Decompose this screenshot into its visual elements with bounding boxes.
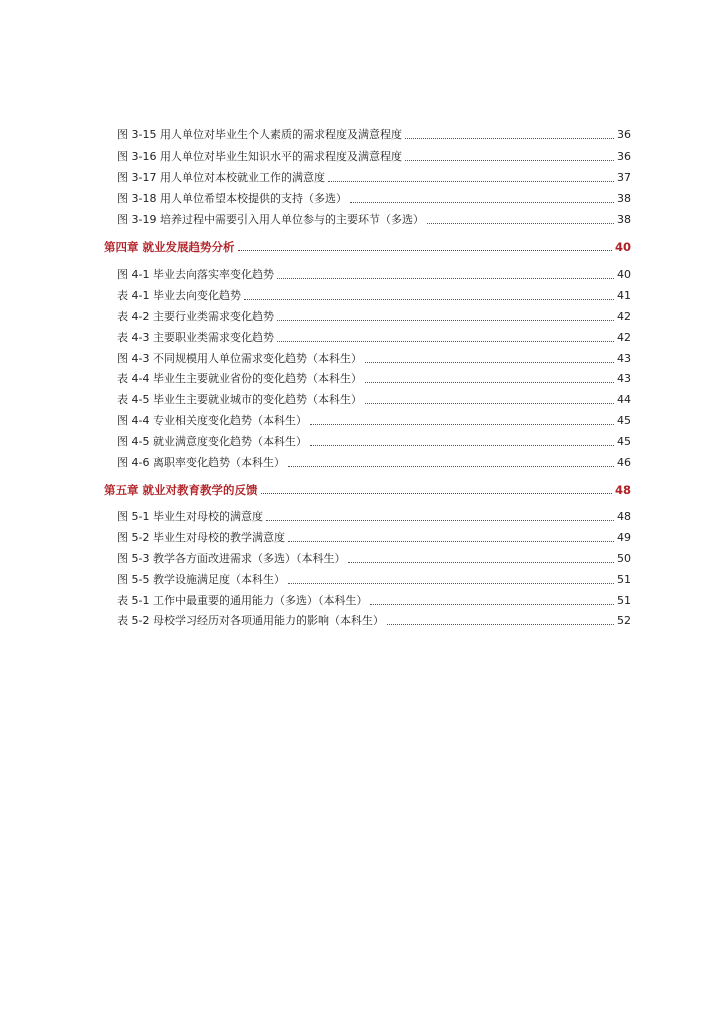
toc-entry[interactable] [117,408,631,428]
toc-entry-label: 表 4-2 主要行业类需求变化趋势 [117,310,274,323]
toc-leader-dots [427,223,614,224]
toc-chapter-5[interactable] [104,477,631,497]
toc-entry-page: 43 [617,352,631,365]
toc-entry-page: 41 [617,289,631,302]
toc-entry[interactable] [117,504,631,524]
toc-entry-label: 图 5-3 教学各方面改进需求（多选）（本科生） [117,552,346,565]
toc-entry-page: 45 [617,435,631,448]
toc-entry-label: 表 4-5 毕业生主要就业城市的变化趋势（本科生） [117,393,362,406]
toc-entry[interactable] [117,387,631,407]
toc-entry-label: 图 5-1 毕业生对母校的满意度 [117,510,263,523]
toc-leader-dots [350,202,614,203]
toc-leader-dots [277,320,614,321]
toc-entry-page: 52 [617,614,631,627]
toc-entry-page: 43 [617,372,631,385]
toc-entry-label: 表 5-1 工作中最重要的通用能力（多选）（本科生） [117,594,368,607]
toc-leader-dots [288,541,614,542]
toc-entry-label: 图 4-5 就业满意度变化趋势（本科生） [117,435,307,448]
toc-leader-dots [277,341,614,342]
toc-entry[interactable] [117,304,631,324]
toc-entry-page: 46 [617,456,631,469]
toc-leader-dots [266,520,614,521]
toc-entry-page: 45 [617,414,631,427]
toc-chapter-label: 第五章 就业对教育教学的反馈 [104,483,258,497]
toc-entry-page: 36 [617,128,631,141]
toc-leader-dots [288,583,614,584]
toc-entry[interactable] [117,525,631,545]
toc-chapter-page: 48 [614,483,631,497]
toc-chapter-label: 第四章 就业发展趋势分析 [104,240,235,254]
toc-entry-label: 图 5-5 教学设施满足度（本科生） [117,573,285,586]
toc-entry-page: 37 [617,171,631,184]
toc-entry[interactable] [117,165,631,185]
toc-entry-label: 图 4-6 离职率变化趋势（本科生） [117,456,285,469]
toc-entry-page: 42 [617,310,631,323]
toc-leader-dots [365,382,614,383]
toc-chapter-page: 40 [614,240,631,254]
toc-entry-label: 图 3-15 用人单位对毕业生个人素质的需求程度及满意程度 [117,128,402,141]
toc-leader-dots [348,562,614,563]
toc-entry[interactable] [117,122,631,142]
toc-leader-dots [405,160,614,161]
toc-entry[interactable] [117,366,631,386]
toc-entry[interactable] [117,262,631,282]
toc-leader-dots [365,403,614,404]
toc-entry[interactable] [117,588,631,608]
toc-leader-dots [310,424,614,425]
toc-entry-label: 表 4-3 主要职业类需求变化趋势 [117,331,274,344]
toc-entry[interactable] [117,346,631,366]
toc-leader-dots [244,299,614,300]
toc-entry-page: 44 [617,393,631,406]
toc-leader-dots [387,624,614,625]
toc-entry[interactable] [117,186,631,206]
toc-entry[interactable] [117,567,631,587]
toc-entry-label: 表 4-1 毕业去向变化趋势 [117,289,241,302]
toc-entry[interactable] [117,608,631,628]
toc-entry-label: 图 3-17 用人单位对本校就业工作的满意度 [117,171,325,184]
toc-entry[interactable] [117,207,631,227]
toc-entry-label: 图 4-3 不同规模用人单位需求变化趋势（本科生） [117,352,362,365]
toc-entry[interactable] [117,325,631,345]
toc-leader-dots [238,250,612,251]
toc-leader-dots [328,181,614,182]
toc-entry-label: 表 4-4 毕业生主要就业省份的变化趋势（本科生） [117,372,362,385]
toc-leader-dots [370,604,614,605]
toc-entry[interactable] [117,450,631,470]
toc-entry[interactable] [117,283,631,303]
toc-entry-page: 50 [617,552,631,565]
toc-entry-page: 49 [617,531,631,544]
toc-leader-dots [365,362,614,363]
toc-entry-label: 图 4-4 专业相关度变化趋势（本科生） [117,414,307,427]
toc-entry-label: 图 3-19 培养过程中需要引入用人单位参与的主要环节（多选） [117,213,424,226]
toc-entry-page: 42 [617,331,631,344]
toc-chapter-4[interactable] [104,234,631,254]
toc-entry-label: 图 4-1 毕业去向落实率变化趋势 [117,268,274,281]
toc-leader-dots [288,466,614,467]
toc-entry[interactable] [117,546,631,566]
toc-entry-label: 图 3-16 用人单位对毕业生知识水平的需求程度及满意程度 [117,150,402,163]
toc-leader-dots [277,278,614,279]
toc-entry-page: 51 [617,594,631,607]
toc-entry-label: 图 3-18 用人单位希望本校提供的支持（多选） [117,192,347,205]
toc-leader-dots [405,138,614,139]
toc-entry[interactable] [117,429,631,449]
toc-entry[interactable] [117,144,631,164]
toc-entry-page: 40 [617,268,631,281]
toc-entry-page: 38 [617,192,631,205]
toc-entry-page: 48 [617,510,631,523]
toc-leader-dots [261,493,612,494]
toc-entry-page: 36 [617,150,631,163]
toc-entry-label: 表 5-2 母校学习经历对各项通用能力的影响（本科生） [117,614,384,627]
toc-entry-label: 图 5-2 毕业生对母校的教学满意度 [117,531,285,544]
toc-entry-page: 38 [617,213,631,226]
toc-entry-page: 51 [617,573,631,586]
toc-leader-dots [310,445,614,446]
